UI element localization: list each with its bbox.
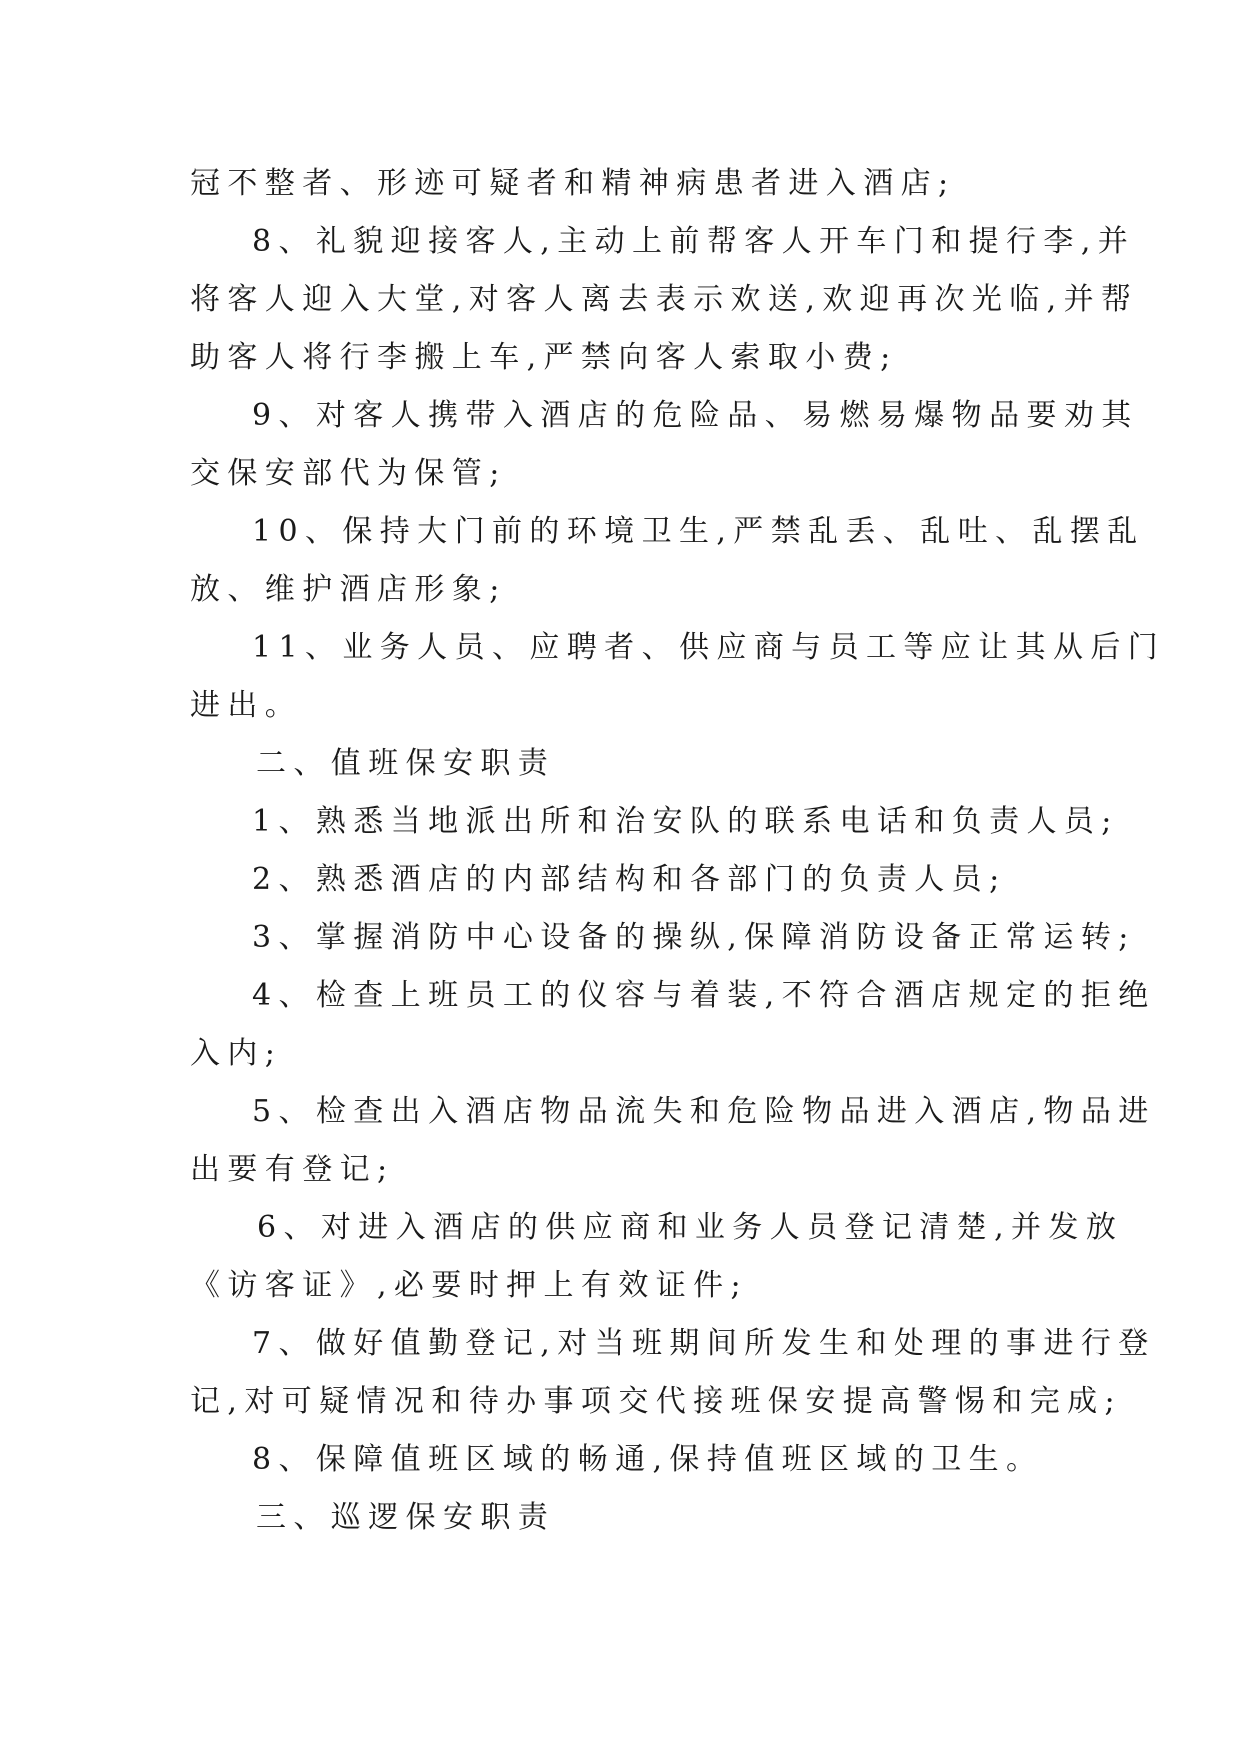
section-heading: 三、巡逻保安职责 <box>256 1500 556 1535</box>
text-line: 7、做好值勤登记,对当班期间所发生和处理的事进行登 <box>252 1326 1156 1361</box>
text-line: 出要有登记; <box>190 1152 395 1187</box>
text-line: 8、礼貌迎接客人,主动上前帮客人开车门和提行李,并 <box>252 224 1136 259</box>
text-line: 10、保持大门前的环境卫生,严禁乱丢、乱吐、乱摆乱 <box>252 514 1145 549</box>
text-line: 记,对可疑情况和待办事项交代接班保安提高警惕和完成; <box>190 1384 1123 1419</box>
text-line: 8、保障值班区域的畅通,保持值班区域的卫生。 <box>252 1442 1044 1477</box>
text-line: 《访客证》,必要时押上有效证件; <box>190 1268 749 1303</box>
text-line: 9、对客人携带入酒店的危险品、易燃易爆物品要劝其 <box>252 398 1139 433</box>
text-line: 进出。 <box>190 688 303 723</box>
text-line: 2、熟悉酒店的内部结构和各部门的负责人员; <box>252 862 1007 897</box>
text-line: 交保安部代为保管; <box>190 456 507 491</box>
text-line: 冠不整者、形迹可疑者和精神病患者进入酒店; <box>190 166 956 201</box>
text-line: 将客人迎入大堂,对客人离去表示欢送,欢迎再次光临,并帮 <box>190 282 1139 317</box>
text-line: 6、对进入酒店的供应商和业务人员登记清楚,并发放 <box>257 1210 1124 1245</box>
text-line: 1、熟悉当地派出所和治安队的联系电话和负责人员; <box>252 804 1119 839</box>
text-line: 入内; <box>190 1036 283 1071</box>
text-line: 11、业务人员、应聘者、供应商与员工等应让其从后门 <box>252 630 1166 665</box>
text-line: 5、检查出入酒店物品流失和危险物品进入酒店,物品进 <box>252 1094 1156 1129</box>
text-line: 4、检查上班员工的仪容与着装,不符合酒店规定的拒绝 <box>252 978 1156 1013</box>
section-heading: 二、值班保安职责 <box>256 746 556 781</box>
text-line: 助客人将行李搬上车,严禁向客人索取小费; <box>190 340 898 375</box>
text-line: 放、维护酒店形象; <box>190 572 507 607</box>
text-line: 3、掌握消防中心设备的操纵,保障消防设备正常运转; <box>252 920 1136 955</box>
